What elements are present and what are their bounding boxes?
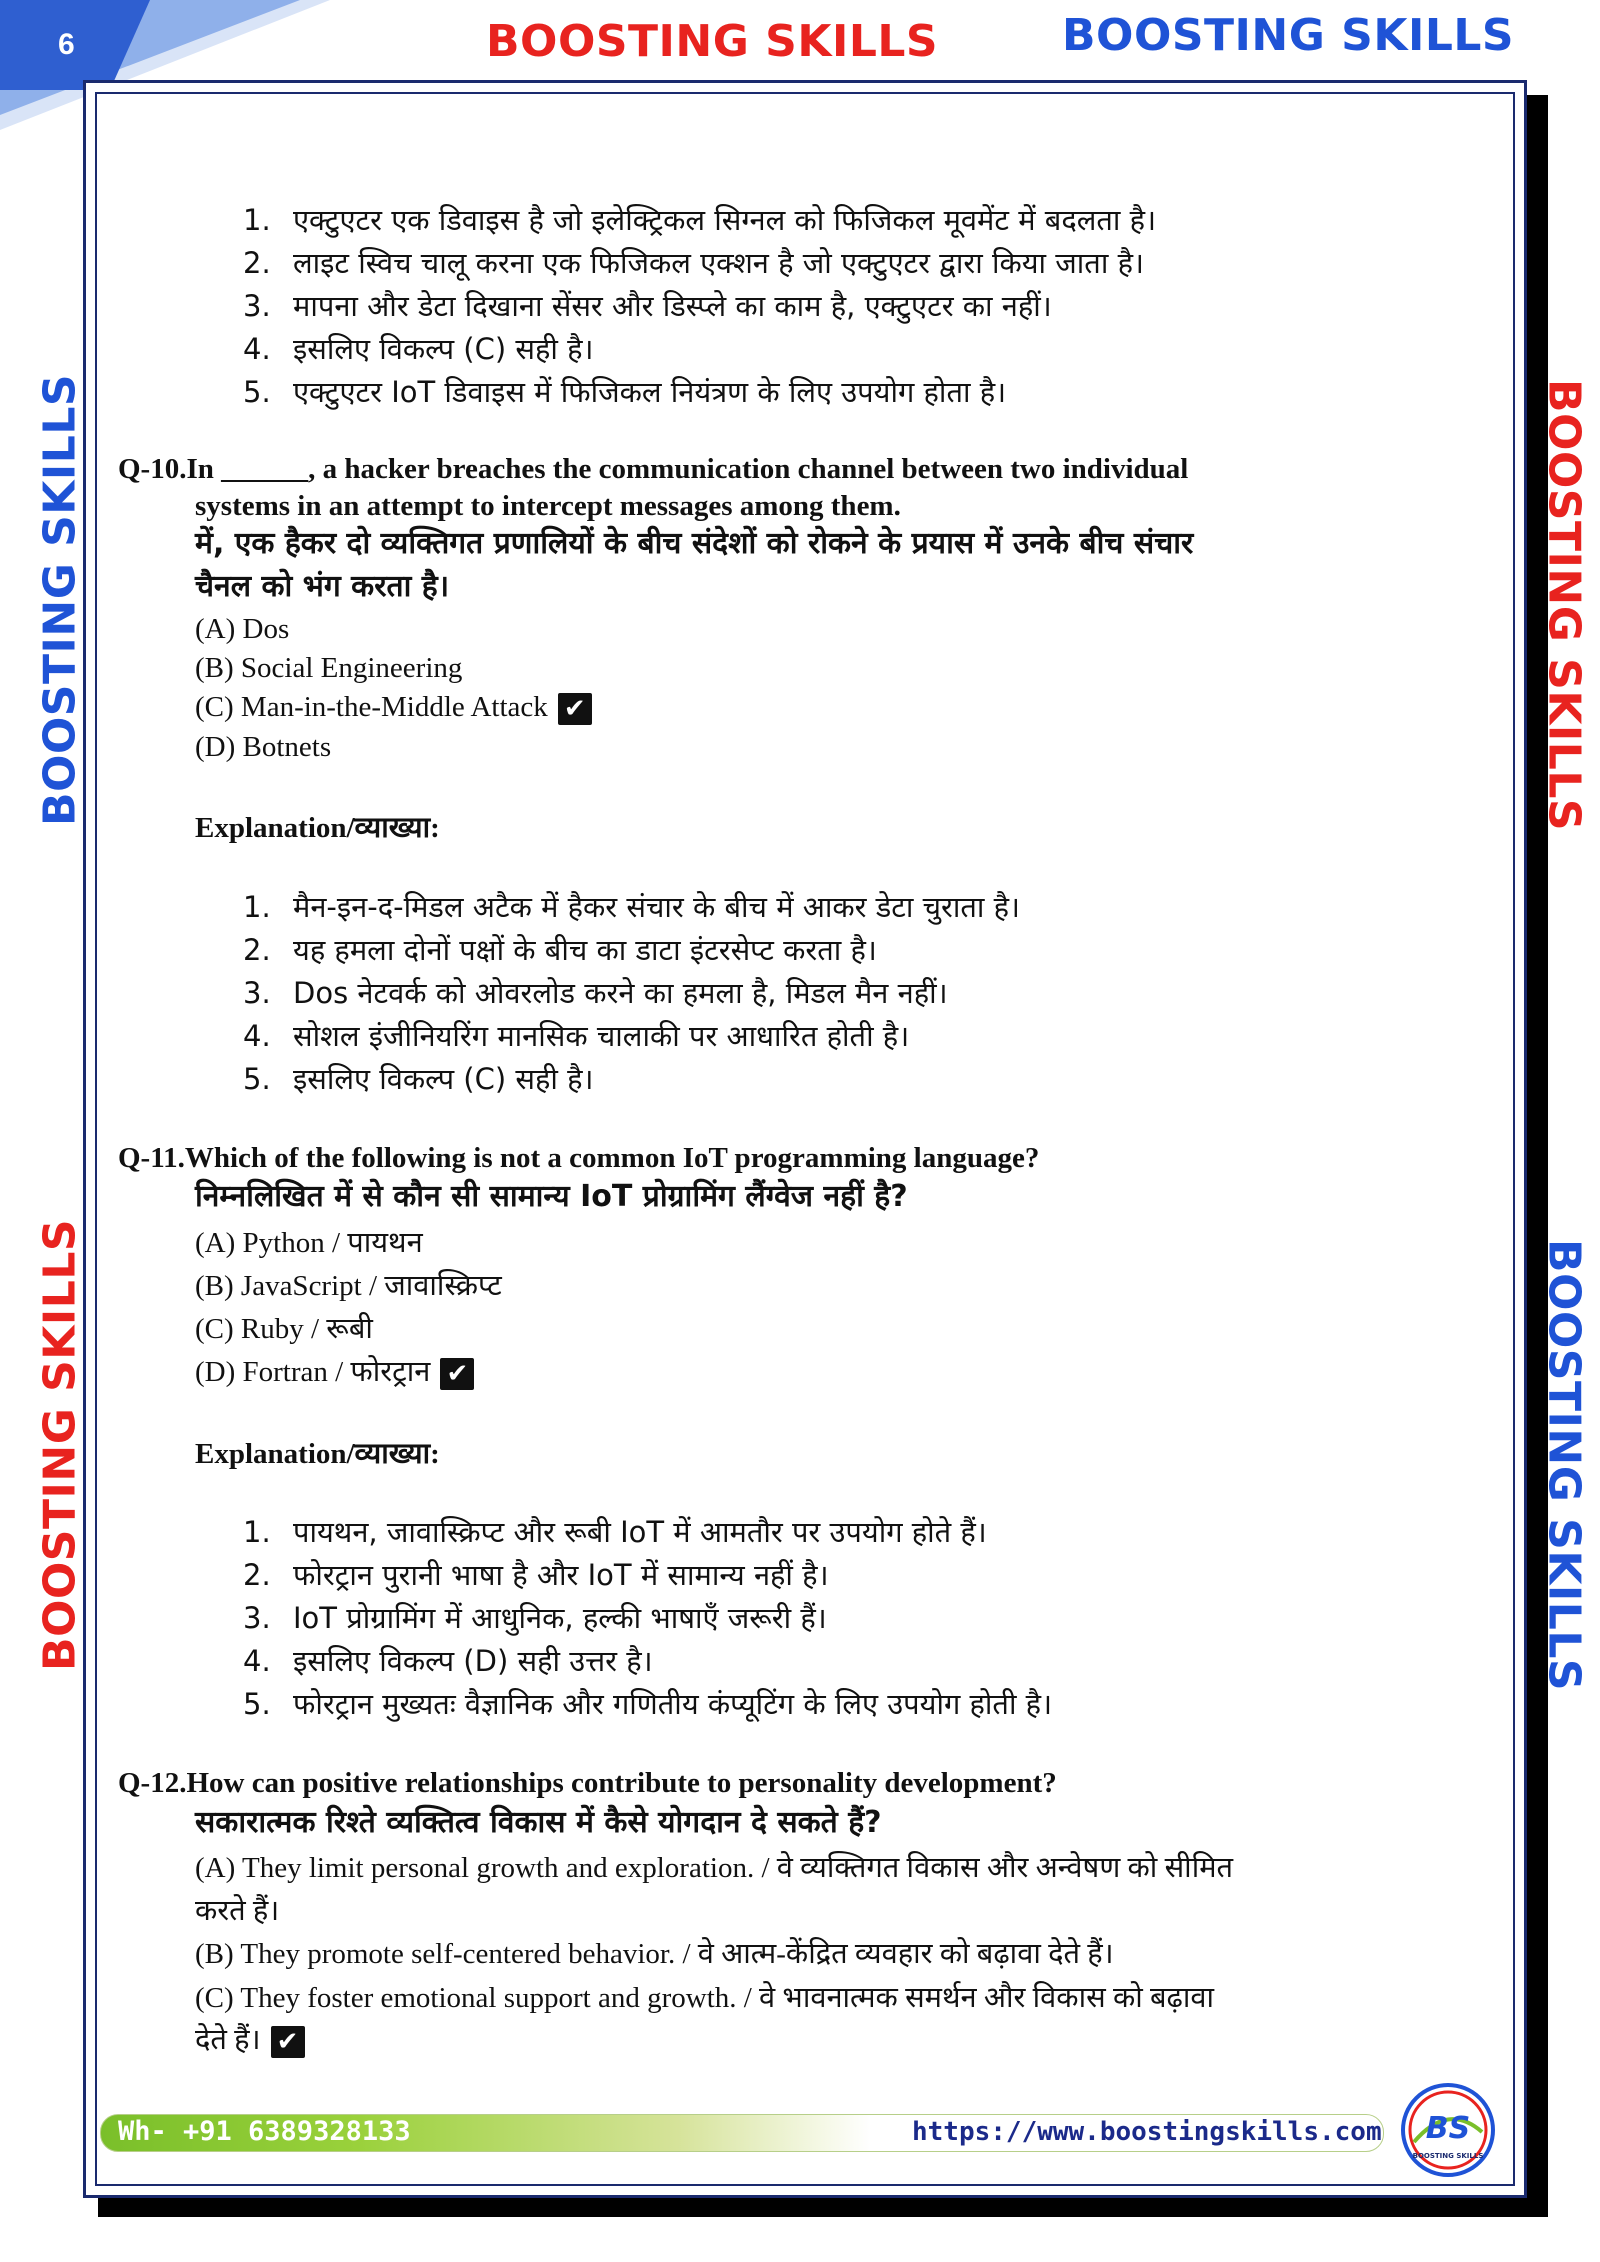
header-title-left: BOOSTING SKILLS bbox=[486, 16, 939, 67]
q11-option-b: (B) JavaScript / जावास्क्रिप्ट bbox=[195, 1270, 502, 1302]
q9-expl-item: 5. एक्टुएटर IoT डिवाइस में फिजिकल नियंत्रण के लिए उपयोग होता है। bbox=[243, 375, 1007, 409]
q11-expl-item: 5. फोरट्रान मुख्यतः वैज्ञानिक और गणितीय कंप्यूटिंग के लिए उपयोग होती है। bbox=[243, 1687, 1053, 1721]
logo-subtext: BOOSTING SKILLS bbox=[1412, 2152, 1484, 2160]
q9-expl-item: 2. लाइट स्विच चालू करना एक फिजिकल एक्शन है जो एक्टुएटर द्वारा किया जाता है। bbox=[243, 246, 1144, 280]
q11-explanation-label: Explanation/व्याख्या: bbox=[195, 1438, 440, 1470]
q11-hindi: निम्नलिखित में से कौन सी सामान्य IoT प्रोग्रामिंग लैंग्वेज नहीं है? bbox=[195, 1179, 908, 1214]
check-icon: ✔ bbox=[440, 1358, 474, 1390]
side-watermark-left-top: BOOSTING SKILLS bbox=[34, 373, 86, 827]
q11-option-d: (D) Fortran / फोरट्रान ✔ bbox=[195, 1355, 474, 1390]
q11-expl-item: 4. इसलिए विकल्प (D) सही उत्तर है। bbox=[243, 1644, 653, 1678]
q10-option-b: (B) Social Engineering bbox=[195, 652, 463, 684]
q10-option-d: (D) Botnets bbox=[195, 731, 332, 763]
q9-expl-item: 1. एक्टुएटर एक डिवाइस है जो इलेक्ट्रिकल सिग्नल को फिजिकल मूवमेंट में बदलता है। bbox=[243, 203, 1157, 237]
q11-expl-item: 2. फोरट्रान पुरानी भाषा है और IoT में सामान्य नहीं है। bbox=[243, 1558, 829, 1592]
q11-title: Q-11.Which of the following is not a common IoT programming language? bbox=[118, 1142, 1040, 1174]
q10-title: Q-10.In ______, a hacker breaches the communication channel between two individual bbox=[118, 453, 1189, 485]
q10-expl-item: 4. सोशल इंजीनियरिंग मानसिक चालाकी पर आधारित होती है। bbox=[243, 1019, 910, 1053]
q10-expl-item: 2. यह हमला दोनों पक्षों के बीच का डाटा इंटरसेप्ट करता है। bbox=[243, 933, 877, 967]
q10-hindi: में, एक हैकर दो व्यक्तिगत प्रणालियों के बीच संदेशों को रोकने के प्रयास में उनके बीच संचार bbox=[195, 526, 1194, 561]
q12-option-a: (A) They limit personal growth and exploration. / वे व्यक्तिगत विकास और अन्वेषण को सीमित bbox=[195, 1852, 1234, 1884]
q9-expl-item: 3. मापना और डेटा दिखाना सेंसर और डिस्प्ले का काम है, एक्टुएटर का नहीं। bbox=[243, 289, 1052, 323]
q9-expl-item: 4. इसलिए विकल्प (C) सही है। bbox=[243, 332, 594, 366]
q11-expl-item: 3. IoT प्रोग्रामिंग में आधुनिक, हल्की भाषाएँ जरूरी हैं। bbox=[243, 1601, 827, 1635]
q10-title-cont: systems in an attempt to intercept messages among them. bbox=[195, 490, 901, 522]
header-title-right: BOOSTING SKILLS bbox=[1062, 10, 1515, 61]
page-number: 6 bbox=[58, 28, 75, 61]
q12-option-c: (C) They foster emotional support and growth. / वे भावनात्मक समर्थन और विकास को बढ़ावा bbox=[195, 1982, 1215, 2014]
q12-option-a-cont: करते हैं। bbox=[195, 1895, 280, 1927]
q11-option-c: (C) Ruby / रूबी bbox=[195, 1313, 373, 1345]
logo-mark: BS bbox=[1425, 2111, 1471, 2146]
check-icon: ✔ bbox=[558, 693, 592, 725]
q12-hindi: सकारात्मक रिश्ते व्यक्तित्व विकास में कैसे योगदान दे सकते हैं? bbox=[195, 1805, 882, 1840]
footer-website-link[interactable]: https://www.boostingskills.com bbox=[912, 2117, 1382, 2147]
q11-option-a: (A) Python / पायथन bbox=[195, 1227, 423, 1259]
side-watermark-right-top: BOOSTING SKILLS bbox=[1538, 378, 1590, 832]
q10-hindi-cont: चैनल को भंग करता है। bbox=[195, 569, 450, 604]
footer-whatsapp: Wh- +91 6389328133 bbox=[118, 2116, 411, 2147]
q11-expl-item: 1. पायथन, जावास्क्रिप्ट और रूबी IoT में आमतौर पर उपयोग होते हैं। bbox=[243, 1515, 987, 1549]
q10-explanation-label: Explanation/व्याख्या: bbox=[195, 812, 440, 844]
boosting-skills-logo bbox=[1400, 2082, 1496, 2178]
q12-title: Q-12.How can positive relationships contribute to personality development? bbox=[118, 1767, 1057, 1799]
side-watermark-left-bottom: BOOSTING SKILLS bbox=[34, 1218, 86, 1672]
q10-expl-item: 3. Dos नेटवर्क को ओवरलोड करने का हमला है, मिडल मैन नहीं। bbox=[243, 976, 948, 1010]
q10-expl-item: 1. मैन-इन-द-मिडल अटैक में हैकर संचार के बीच में आकर डेटा चुराता है। bbox=[243, 890, 1021, 924]
q12-option-c-cont: देते हैं। ✔ bbox=[195, 2023, 305, 2058]
side-watermark-right-bottom: BOOSTING SKILLS bbox=[1538, 1238, 1590, 1692]
q10-option-c: (C) Man-in-the-Middle Attack ✔ bbox=[195, 690, 592, 725]
q10-option-a: (A) Dos bbox=[195, 613, 290, 645]
check-icon: ✔ bbox=[271, 2026, 305, 2058]
q12-option-b: (B) They promote self-centered behavior. / वे आत्म-केंद्रित व्यवहार को बढ़ावा देते हैं। bbox=[195, 1938, 1114, 1970]
q10-expl-item: 5. इसलिए विकल्प (C) सही है। bbox=[243, 1062, 594, 1096]
